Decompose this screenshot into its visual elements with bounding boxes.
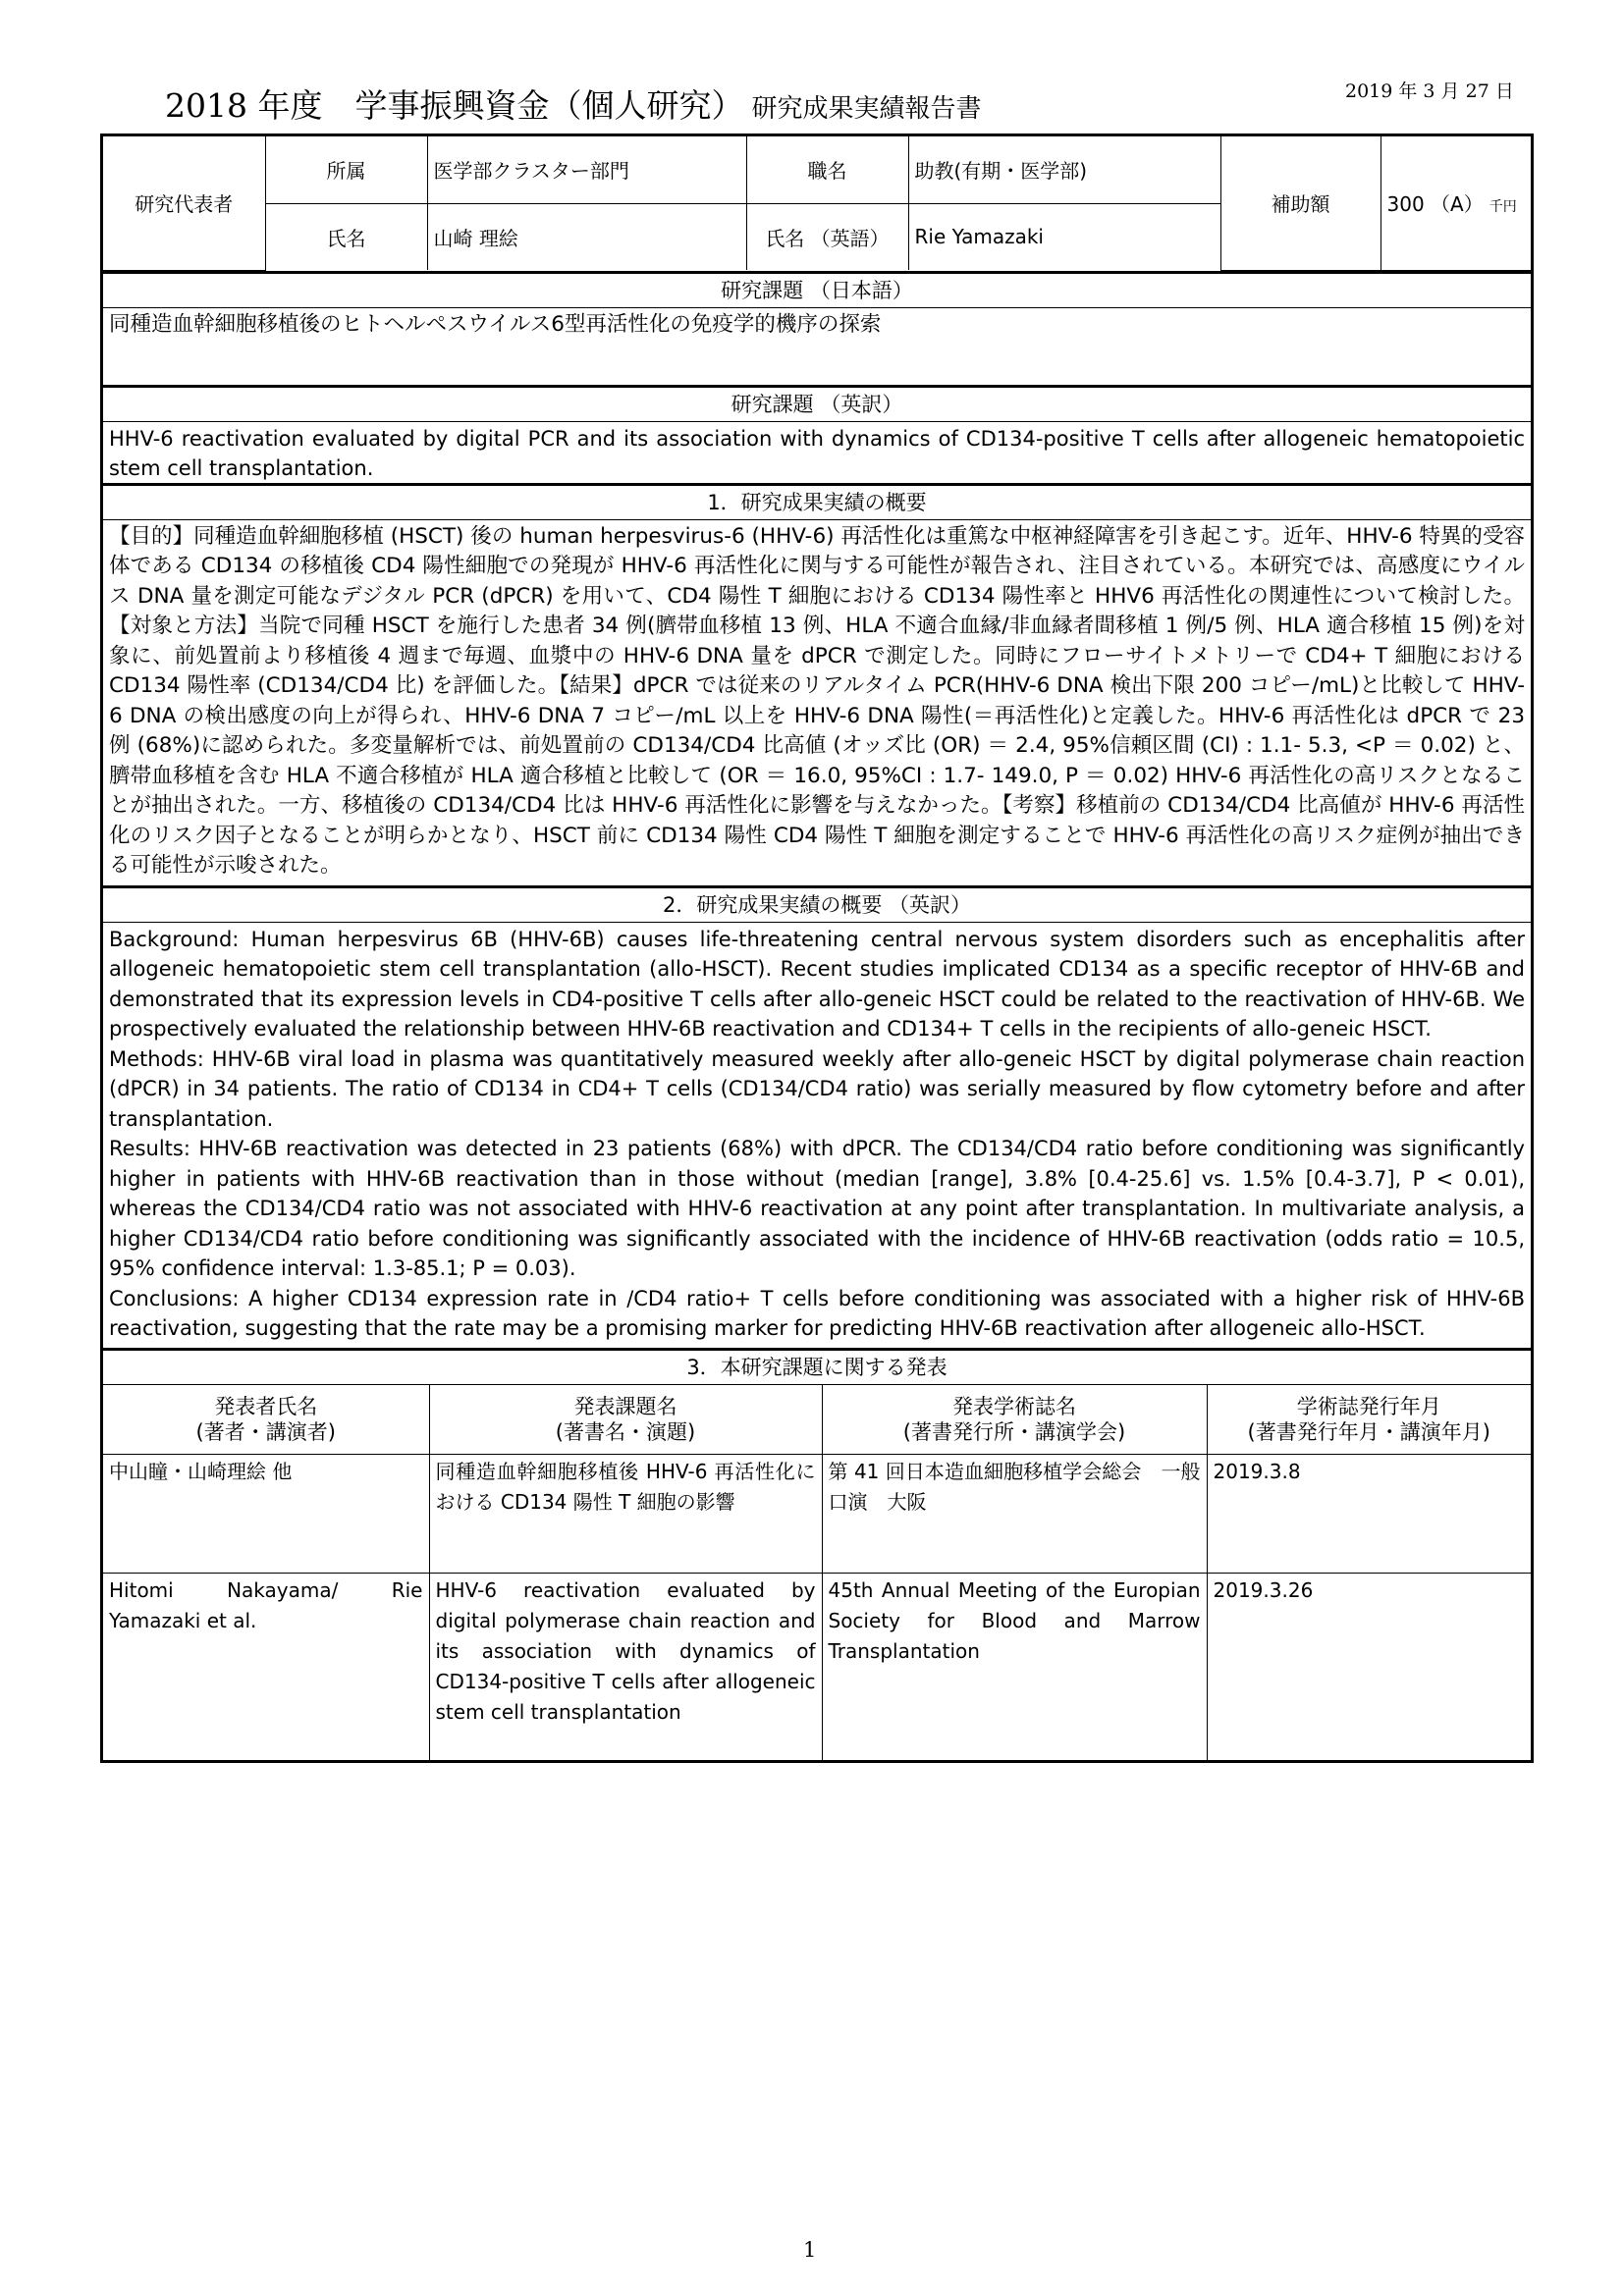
summary-en-section [103,885,1531,1348]
grant-label: 補助額 [1220,136,1380,270]
column-header-journal: 発表学術誌名 (著書発行所・講演学会) [822,1385,1207,1455]
research-title-jp-text: 同種造血幹細胞移植後のヒトヘルペスウイルス6型再活性化の免疫学的機序の探索 [109,311,882,337]
presenter-cell: 中山瞳・山崎理絵 他 [103,1454,429,1573]
table-row [103,1573,1531,1760]
position-value: 助教(有期・医学部) [908,136,1220,203]
grant-unit: 千円 [1489,199,1517,216]
representative-label: 研究代表者 [103,136,265,270]
researcher-info-table [103,136,1531,271]
report-form [100,133,1534,1763]
summary-en-methods: Methods: HHV-6B viral load in plasma was quantitatively measured weekly after allo-geneic HSCT by digital polymerase chain reaction (dPCR) in 34 patients. The ratio of CD134 in CD4+ T cells (CD134/CD4 ratio) was serially measured by flow cytometry before and after transplantation. [109,1046,1525,1131]
summary-jp-header: 1．研究成果実績の概要 [103,486,1531,520]
journal-cell: 45th Annual Meeting of the Europian Society for Blood and Marrow Transplantation [822,1573,1207,1760]
summary-en-header: 2．研究成果実績の概要 （英訳） [103,888,1531,923]
publications-section [103,1348,1531,1760]
publications-header: 3．本研究課題に関する発表 [103,1351,1531,1385]
column-header-date: 学術誌発行年月 (著書発行年月・講演年月) [1207,1385,1531,1455]
date-cell: 2019.3.8 [1207,1454,1531,1573]
table-row [103,1454,1531,1573]
summary-en-conclusions: Conclusions: A higher CD134 expression rate in /CD4 ratio+ T cells before conditioning was associated with a higher risk of HHV-6B reactivation, suggesting that the rate may be a promising marker for predicting HHV-6B reactivation after allogeneic allo-HSCT. [109,1286,1525,1340]
column-header-title: 発表課題名 (著書名・演題) [429,1385,822,1455]
research-title-en-section [103,385,1531,483]
grant-cell [1380,136,1531,270]
date-cell: 2019.3.26 [1207,1573,1531,1760]
summary-en-body [103,923,1531,1348]
affiliation-label: 所属 [265,136,427,203]
grant-value: 300 （A） [1386,192,1484,217]
research-title-jp-header: 研究課題 （日本語） [103,274,1531,308]
report-title-sub: 研究成果実績報告書 [751,94,982,124]
affiliation-value: 医学部クラスター部門 [427,136,746,203]
report-title-main: 2018 年度 学事振興資金（個人研究） [165,86,744,125]
journal-cell: 第 41 回日本造血細胞移植学会総会 一般口演 大阪 [822,1454,1207,1573]
report-title [165,80,982,127]
research-title-en-header: 研究課題 （英訳） [103,388,1531,422]
name-en-label: 氏名 （英語） [746,203,908,270]
title-cell: HHV-6 reactivation evaluated by digital polymerase chain reaction and its association with dynamics of CD134-positive T cells after allogeneic stem cell transplantation [429,1573,822,1760]
name-en-value: Rie Yamazaki [908,203,1220,270]
column-header-presenter: 発表者氏名 (著者・講演者) [103,1385,429,1455]
summary-en-background: Background: Human herpesvirus 6B (HHV-6B) causes life-threatening central nervous system disorders such as encephalitis after allogeneic hematopoietic stem cell transplantation (allo-HSCT). Recent studies implicated CD134 as a specific receptor of HHV-6B and demonstrated that its expression levels in CD4-positive T cells after allo-geneic HSCT could be related to the reactivation of HHV-6B. We prospectively evaluated the relationship between HHV-6B reactivation and CD134+ T cells in the recipients of allo-geneic HSCT. [109,927,1525,1041]
name-label: 氏名 [265,203,427,270]
research-title-en-text: HHV-6 reactivation evaluated by digital PCR and its association with dynamics of CD134-positive T cells after allogeneic hematopoietic stem cell transplantation. [109,426,1525,480]
summary-jp-section [103,483,1531,885]
publications-table [103,1385,1531,1760]
title-cell: 同種造血幹細胞移植後 HHV-6 再活性化における CD134 陽性 T 細胞の影響 [429,1454,822,1573]
summary-en-results: Results: HHV-6B reactivation was detected in 23 patients (68%) with dPCR. The CD134/CD4 ratio before conditioning was significantly higher in patients with HHV-6B reactivation than in those without (median [range], 3.8% [0.4-25.6] vs. 1.5% [0.4-3.7], P < 0.01), whereas the CD134/CD4 ratio was not associated with HHV-6 reactivation at any point after transplantation. In multivariate analysis, a higher CD134/CD4 ratio before conditioning was significantly associated with the incidence of HHV-6B reactivation (odds ratio = 10.5, 95% confidence interval: 1.3-85.1; P = 0.03). [109,1137,1525,1280]
research-title-jp-section [103,271,1531,385]
presenter-cell: Hitomi Nakayama/ Rie Yamazaki et al. [103,1573,429,1760]
report-date: 2019 年 3 月 27 日 [1345,80,1514,102]
page-number: 1 [803,2238,817,2262]
name-value: 山崎 理絵 [427,203,746,270]
researcher-info-section [103,136,1531,271]
summary-jp-text: 【目的】同種造血幹細胞移植 (HSCT) 後の human herpesvirus-6 (HHV-6) 再活性化は重篤な中枢神経障害を引き起こす。近年、HHV-6 特異的受容体である CD134 の移植後 CD4 陽性細胞での発現が HHV-6 再活性化に関与する可能性が報告され、注目されている。本研究では、高感度にウイルス DNA 量を測定可能なデジタル PCR (dPCR) を用いて、CD4 陽性 T 細胞における CD134 陽性率と HHV6 再活性化の関連性について検討した。【対象と方法】当院で同種 HSCT を施行した患者 34 例(臍帯血移植 13 例、HLA 不適合血縁/非血縁者間移植 1 例/5 例、HLA 適合移植 15 例)を対象に、前処置前より移植後 4 週まで毎週、血漿中の HHV-6 DNA 量を dPCR で測定した。同時にフローサイトメトリーで CD4+ T 細胞における CD134 陽性率 (CD134/CD4 比) を評価した。【結果】dPCR では従来のリアルタイム PCR(HHV-6 DNA 検出下限 200 コピー/mL)と比較して HHV-6 DNA の検出感度の向上が得られ、HHV-6 DNA 7 コピー/mL 以上を HHV-6 DNA 陽性(＝再活性化)と定義した。HHV-6 再活性化は dPCR で 23 例 (68%)に認められた。多変量解析では、前処置前の CD134/CD4 比高値 (オッズ比 (OR) ＝ 2.4, 95%信頼区間 (CI) : 1.1- 5.3, <P ＝ 0.02) と、臍帯血移植を含む HLA 不適合移植が HLA 適合移植と比較して (OR ＝ 16.0, 95%CI : 1.7- 149.0, P ＝ 0.02) HHV-6 再活性化の高リスクとなることが抽出された。一方、移植後の CD134/CD4 比は HHV-6 再活性化に影響を与えなかった。【考察】移植前の CD134/CD4 比高値が HHV-6 再活性化のリスク因子となることが明らかとなり、HSCT 前に CD134 陽性 CD4 陽性 T 細胞を測定することで HHV-6 再活性化の高リスク症例が抽出できる可能性が示唆された。 [109,523,1525,878]
publications-header-row [103,1385,1531,1455]
position-label: 職名 [746,136,908,203]
